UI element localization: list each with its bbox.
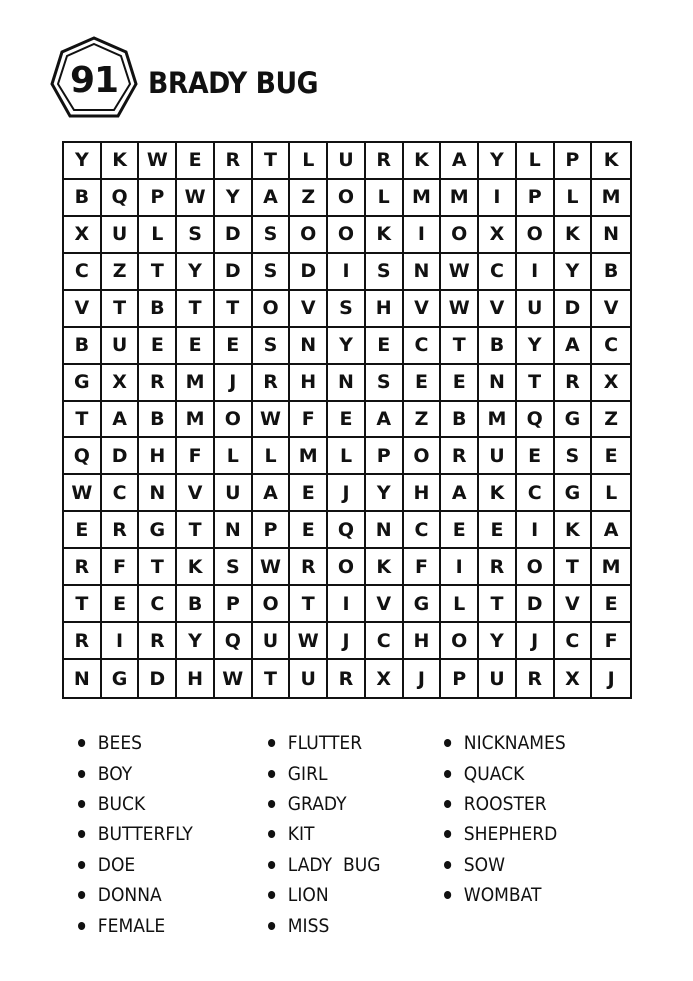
grid-cell[interactable]: H [139, 438, 177, 475]
grid-cell[interactable]: K [555, 512, 593, 549]
grid-cell[interactable]: S [253, 217, 291, 254]
bullet-icon [268, 830, 275, 838]
grid-cell[interactable]: I [517, 254, 555, 291]
word-label: BEES [97, 732, 142, 755]
bullet-icon [268, 770, 275, 778]
bullet-icon [78, 922, 85, 930]
grid-cell[interactable]: Z [404, 402, 442, 439]
grid-cell[interactable]: E [64, 512, 102, 549]
grid-cell[interactable]: I [404, 217, 442, 254]
word-list-item [444, 850, 566, 880]
bullet-icon [78, 800, 85, 808]
grid-cell[interactable]: E [592, 586, 630, 623]
grid-cell[interactable]: L [253, 438, 291, 475]
bullet-icon [78, 861, 85, 869]
grid-cell[interactable]: C [592, 328, 630, 365]
grid-cell[interactable]: A [441, 475, 479, 512]
grid-cell[interactable]: U [517, 291, 555, 328]
word-list-column-1 [78, 728, 206, 941]
word-list-item [268, 880, 380, 910]
bullet-icon [78, 739, 85, 747]
grid-cell[interactable]: J [328, 623, 366, 660]
grid-cell[interactable]: R [517, 660, 555, 697]
grid-cell[interactable]: Y [366, 475, 404, 512]
grid-cell[interactable]: C [139, 586, 177, 623]
grid-cell[interactable]: Y [517, 328, 555, 365]
word-list-item [78, 789, 193, 819]
grid-cell[interactable]: D [290, 254, 328, 291]
grid-cell[interactable]: T [253, 143, 291, 180]
grid-cell[interactable]: K [592, 143, 630, 180]
grid-cell[interactable]: H [404, 623, 442, 660]
bullet-icon [268, 922, 275, 930]
bullet-icon [444, 861, 451, 869]
grid-cell[interactable]: L [366, 180, 404, 217]
grid-cell[interactable]: L [517, 143, 555, 180]
grid-cell[interactable]: V [366, 586, 404, 623]
grid-cell[interactable]: G [139, 512, 177, 549]
grid-cell[interactable]: X [592, 365, 630, 402]
grid-cell[interactable]: U [328, 143, 366, 180]
grid-cell[interactable]: M [177, 365, 215, 402]
grid-cell[interactable]: R [139, 365, 177, 402]
word-list-item [268, 910, 380, 940]
word-label: BUTTERFLY [97, 823, 193, 846]
grid-cell[interactable]: I [517, 512, 555, 549]
grid-cell[interactable]: F [102, 549, 140, 586]
grid-cell[interactable]: Y [328, 328, 366, 365]
grid-cell[interactable]: O [253, 291, 291, 328]
word-label: BOY [97, 762, 133, 785]
grid-cell[interactable]: O [328, 549, 366, 586]
grid-cell[interactable]: N [479, 365, 517, 402]
grid-cell[interactable]: C [555, 623, 593, 660]
grid-cell[interactable]: D [215, 217, 253, 254]
grid-cell[interactable]: G [404, 586, 442, 623]
grid-cell[interactable]: L [441, 586, 479, 623]
grid-cell[interactable]: K [366, 549, 404, 586]
grid-cell[interactable]: D [517, 586, 555, 623]
grid-cell[interactable]: Q [102, 180, 140, 217]
word-list-item [268, 789, 380, 819]
grid-cell[interactable]: Q [215, 623, 253, 660]
grid-cell[interactable]: V [404, 291, 442, 328]
grid-cell[interactable]: B [479, 328, 517, 365]
grid-cell[interactable]: P [366, 438, 404, 475]
grid-cell[interactable]: K [555, 217, 593, 254]
grid-cell[interactable]: Y [215, 180, 253, 217]
grid-cell[interactable]: L [215, 438, 253, 475]
word-list-item [268, 850, 380, 880]
grid-cell[interactable]: B [64, 328, 102, 365]
word-label: KIT [287, 823, 315, 846]
bullet-icon [444, 739, 451, 747]
grid-cell[interactable]: B [177, 586, 215, 623]
puzzle-title: BRADY BUG [148, 66, 319, 100]
word-list-item [444, 819, 566, 849]
grid-cell[interactable]: S [253, 328, 291, 365]
grid-cell[interactable]: E [177, 143, 215, 180]
grid-cell[interactable]: E [290, 512, 328, 549]
grid-cell[interactable]: E [328, 402, 366, 439]
grid-cell[interactable]: E [441, 512, 479, 549]
grid-cell[interactable]: H [366, 291, 404, 328]
grid-cell[interactable]: R [441, 438, 479, 475]
word-list-item [444, 789, 566, 819]
grid-cell[interactable]: B [139, 291, 177, 328]
bullet-icon [444, 830, 451, 838]
grid-cell[interactable]: T [64, 402, 102, 439]
grid-cell[interactable]: Y [177, 623, 215, 660]
grid-cell[interactable]: P [517, 180, 555, 217]
bullet-icon [444, 891, 451, 899]
grid-cell[interactable]: F [404, 549, 442, 586]
grid-cell[interactable]: E [592, 438, 630, 475]
word-label: SHEPHERD [463, 823, 558, 846]
grid-cell[interactable]: W [253, 402, 291, 439]
grid-cell[interactable]: T [253, 660, 291, 697]
grid-cell[interactable]: R [139, 623, 177, 660]
grid-cell[interactable]: C [479, 254, 517, 291]
grid-cell[interactable]: V [177, 475, 215, 512]
grid-cell[interactable]: F [177, 438, 215, 475]
grid-cell[interactable]: O [328, 217, 366, 254]
grid-cell[interactable]: N [64, 660, 102, 697]
grid-cell[interactable]: V [479, 291, 517, 328]
grid-cell[interactable]: I [441, 549, 479, 586]
grid-cell[interactable]: M [177, 402, 215, 439]
grid-cell[interactable]: U [215, 475, 253, 512]
grid-cell[interactable]: R [253, 365, 291, 402]
grid-cell[interactable]: A [366, 402, 404, 439]
grid-cell[interactable]: P [441, 660, 479, 697]
puzzle-number-badge [48, 34, 140, 126]
grid-cell[interactable]: K [366, 217, 404, 254]
grid-cell[interactable]: T [177, 512, 215, 549]
grid-cell[interactable]: E [139, 328, 177, 365]
word-list-column-2 [268, 728, 393, 941]
grid-cell[interactable]: N [290, 328, 328, 365]
grid-cell[interactable]: L [555, 180, 593, 217]
grid-cell[interactable]: S [366, 254, 404, 291]
grid-cell[interactable]: N [215, 512, 253, 549]
grid-cell[interactable]: S [555, 438, 593, 475]
word-list-item [78, 728, 193, 758]
grid-cell[interactable]: E [177, 328, 215, 365]
grid-cell[interactable]: U [290, 660, 328, 697]
grid-cell[interactable]: T [139, 549, 177, 586]
grid-cell[interactable]: L [290, 143, 328, 180]
grid-cell[interactable]: P [215, 586, 253, 623]
grid-cell[interactable]: Y [555, 254, 593, 291]
grid-cell[interactable]: V [555, 586, 593, 623]
grid-cell[interactable]: O [517, 217, 555, 254]
grid-cell[interactable]: W [441, 254, 479, 291]
grid-cell[interactable]: I [328, 254, 366, 291]
grid-cell[interactable]: R [64, 549, 102, 586]
grid-cell[interactable]: W [177, 180, 215, 217]
word-label: MISS [287, 914, 330, 937]
word-list-item [78, 910, 193, 940]
grid-cell[interactable]: Y [479, 143, 517, 180]
grid-cell[interactable]: A [253, 180, 291, 217]
word-list-item [268, 728, 380, 758]
word-label: FLUTTER [287, 732, 363, 755]
grid-cell[interactable]: D [555, 291, 593, 328]
grid-cell[interactable]: N [366, 512, 404, 549]
grid-cell[interactable]: M [592, 549, 630, 586]
grid-cell[interactable]: W [253, 549, 291, 586]
grid-cell[interactable]: R [555, 365, 593, 402]
word-label: NICKNAMES [463, 732, 566, 755]
grid-cell[interactable]: E [479, 512, 517, 549]
grid-cell[interactable]: L [328, 438, 366, 475]
grid-cell[interactable]: N [328, 365, 366, 402]
grid-cell[interactable]: B [592, 254, 630, 291]
grid-cell[interactable]: J [517, 623, 555, 660]
grid-cell[interactable]: D [139, 660, 177, 697]
grid-cell[interactable]: G [555, 475, 593, 512]
grid-cell[interactable]: B [139, 402, 177, 439]
grid-cell[interactable]: M [479, 402, 517, 439]
grid-cell[interactable]: A [592, 512, 630, 549]
grid-cell[interactable]: V [64, 291, 102, 328]
word-list-item [78, 850, 193, 880]
grid-cell[interactable]: O [404, 438, 442, 475]
grid-cell[interactable]: V [592, 291, 630, 328]
grid-cell[interactable]: K [479, 475, 517, 512]
grid-cell[interactable]: T [479, 586, 517, 623]
grid-cell[interactable]: U [102, 328, 140, 365]
grid-cell[interactable]: R [102, 512, 140, 549]
grid-cell[interactable]: X [555, 660, 593, 697]
grid-cell[interactable]: D [215, 254, 253, 291]
word-list-column-3 [444, 728, 579, 910]
grid-cell[interactable]: C [64, 254, 102, 291]
grid-cell[interactable]: A [253, 475, 291, 512]
grid-cell[interactable]: R [366, 143, 404, 180]
grid-cell[interactable]: T [441, 328, 479, 365]
word-label: LADY BUG [287, 853, 381, 876]
grid-cell[interactable]: T [177, 291, 215, 328]
grid-cell[interactable]: O [253, 586, 291, 623]
grid-cell[interactable]: M [592, 180, 630, 217]
grid-cell[interactable]: J [607, 667, 615, 690]
grid-cell[interactable]: E [290, 475, 328, 512]
grid-cell[interactable]: S [177, 217, 215, 254]
grid-cell[interactable]: W [64, 475, 102, 512]
grid-cell[interactable]: W [215, 660, 253, 697]
grid-cell[interactable]: T [64, 586, 102, 623]
grid-cell[interactable]: X [64, 217, 102, 254]
grid-cell[interactable]: N [404, 254, 442, 291]
grid-cell[interactable]: T [555, 549, 593, 586]
grid-cell[interactable]: E [366, 328, 404, 365]
grid-cell[interactable]: V [290, 291, 328, 328]
grid-cell[interactable]: B [64, 180, 102, 217]
grid-cell[interactable]: O [290, 217, 328, 254]
grid-cell[interactable]: B [441, 402, 479, 439]
grid-cell[interactable]: O [441, 217, 479, 254]
grid-cell[interactable]: P [139, 180, 177, 217]
grid-cell[interactable]: G [102, 660, 140, 697]
word-list-item [444, 758, 566, 788]
grid-cell[interactable]: O [517, 549, 555, 586]
grid-cell[interactable]: R [479, 549, 517, 586]
grid-cell[interactable]: M [290, 438, 328, 475]
grid-cell[interactable]: S [366, 365, 404, 402]
grid-cell[interactable]: Q [328, 512, 366, 549]
word-list-item [78, 758, 193, 788]
grid-cell[interactable]: H [290, 365, 328, 402]
bullet-icon [268, 861, 275, 869]
grid-cell[interactable]: J [328, 475, 366, 512]
grid-cell[interactable]: M [441, 180, 479, 217]
bullet-icon [78, 770, 85, 778]
grid-cell[interactable]: N [592, 217, 630, 254]
grid-cell[interactable]: S [215, 549, 253, 586]
bullet-icon [444, 770, 451, 778]
grid-cell[interactable]: L [139, 217, 177, 254]
grid-cell[interactable]: U [479, 660, 517, 697]
word-label: WOMBAT [463, 884, 542, 907]
word-label: LION [287, 884, 329, 907]
grid-cell[interactable]: X [366, 660, 404, 697]
grid-cell[interactable]: R [64, 623, 102, 660]
grid-cell[interactable]: T [290, 586, 328, 623]
grid-cell[interactable]: O [441, 623, 479, 660]
grid-cell[interactable]: G [64, 365, 102, 402]
grid-cell[interactable]: C [404, 328, 442, 365]
grid-cell[interactable]: T [517, 365, 555, 402]
grid-cell[interactable]: J [404, 660, 442, 697]
grid-cell[interactable]: S [253, 254, 291, 291]
bullet-icon [444, 800, 451, 808]
bullet-icon [78, 830, 85, 838]
grid-cell[interactable]: I [102, 623, 140, 660]
word-label: FEMALE [97, 914, 166, 937]
word-list-item [268, 758, 380, 788]
grid-cell[interactable]: K [102, 143, 140, 180]
bullet-icon [268, 739, 275, 747]
grid-cell[interactable]: U [479, 438, 517, 475]
grid-cell[interactable]: T [139, 254, 177, 291]
puzzle-header [48, 34, 448, 130]
grid-cell[interactable]: R [215, 143, 253, 180]
word-list-item [78, 880, 193, 910]
grid-cell[interactable]: L [592, 475, 630, 512]
bullet-icon [78, 891, 85, 899]
grid-cell[interactable]: E [517, 438, 555, 475]
grid-cell[interactable]: A [441, 143, 479, 180]
grid-cell[interactable]: J [215, 365, 253, 402]
grid-cell[interactable]: C [366, 623, 404, 660]
word-label: BUCK [97, 792, 146, 815]
grid-cell[interactable]: K [177, 549, 215, 586]
grid-cell[interactable]: N [139, 475, 177, 512]
word-label: ROOSTER [463, 792, 547, 815]
grid-cell[interactable]: Y [479, 623, 517, 660]
grid-cell[interactable]: Z [102, 254, 140, 291]
grid-cell[interactable]: K [404, 143, 442, 180]
grid-cell[interactable]: F [290, 402, 328, 439]
grid-cell[interactable]: I [328, 586, 366, 623]
grid-cell[interactable]: Y [177, 254, 215, 291]
grid-cell[interactable]: O [328, 180, 366, 217]
grid-cell[interactable]: W [139, 143, 177, 180]
grid-cell[interactable]: W [290, 623, 328, 660]
grid-cell[interactable]: W [441, 291, 479, 328]
grid-cell[interactable]: I [479, 180, 517, 217]
word-label: SOW [463, 853, 506, 876]
grid-cell[interactable]: T [215, 291, 253, 328]
grid-cell[interactable]: Z [592, 402, 630, 439]
grid-cell[interactable]: Q [64, 438, 102, 475]
bullet-icon [268, 800, 275, 808]
grid-cell[interactable]: C [517, 475, 555, 512]
grid-cell[interactable]: R [328, 660, 366, 697]
grid-cell[interactable]: E [404, 365, 442, 402]
grid-cell[interactable]: T [102, 291, 140, 328]
grid-cell[interactable]: A [555, 328, 593, 365]
grid-cell[interactable]: Z [290, 180, 328, 217]
grid-cell[interactable]: C [102, 475, 140, 512]
word-label: QUACK [463, 762, 525, 785]
grid-cell[interactable]: S [328, 291, 366, 328]
bullet-icon [268, 891, 275, 899]
grid-cell[interactable]: U [102, 217, 140, 254]
grid-cell[interactable]: P [253, 512, 291, 549]
grid-cell[interactable]: H [177, 660, 215, 697]
grid-cell[interactable]: H [404, 475, 442, 512]
grid-cell[interactable]: A [102, 402, 140, 439]
grid-cell[interactable]: E [441, 365, 479, 402]
grid-cell[interactable]: E [215, 328, 253, 365]
grid-cell[interactable]: O [215, 402, 253, 439]
grid-cell[interactable]: Y [64, 143, 102, 180]
puzzle-number: 91 [69, 59, 119, 101]
grid-cell[interactable]: U [253, 623, 291, 660]
grid-cell[interactable]: R [290, 549, 328, 586]
word-label: GIRL [287, 762, 328, 785]
word-label: GRADY [287, 792, 347, 815]
grid-cell[interactable]: E [102, 586, 140, 623]
grid-cell[interactable]: P [555, 143, 593, 180]
grid-cell[interactable]: Q [517, 402, 555, 439]
letter-grid [62, 141, 632, 699]
grid-cell[interactable]: M [404, 180, 442, 217]
grid-cell[interactable]: X [479, 217, 517, 254]
grid-cell[interactable]: D [102, 438, 140, 475]
word-list-item [78, 819, 193, 849]
word-label: DOE [97, 853, 136, 876]
word-label: DONNA [97, 884, 162, 907]
grid-cell[interactable]: X [102, 365, 140, 402]
grid-cell[interactable]: F [592, 623, 630, 660]
grid-cell[interactable]: G [555, 402, 593, 439]
word-list-item [444, 728, 566, 758]
grid-cell[interactable]: C [404, 512, 442, 549]
word-list-item [268, 819, 380, 849]
word-list-item [444, 880, 566, 910]
